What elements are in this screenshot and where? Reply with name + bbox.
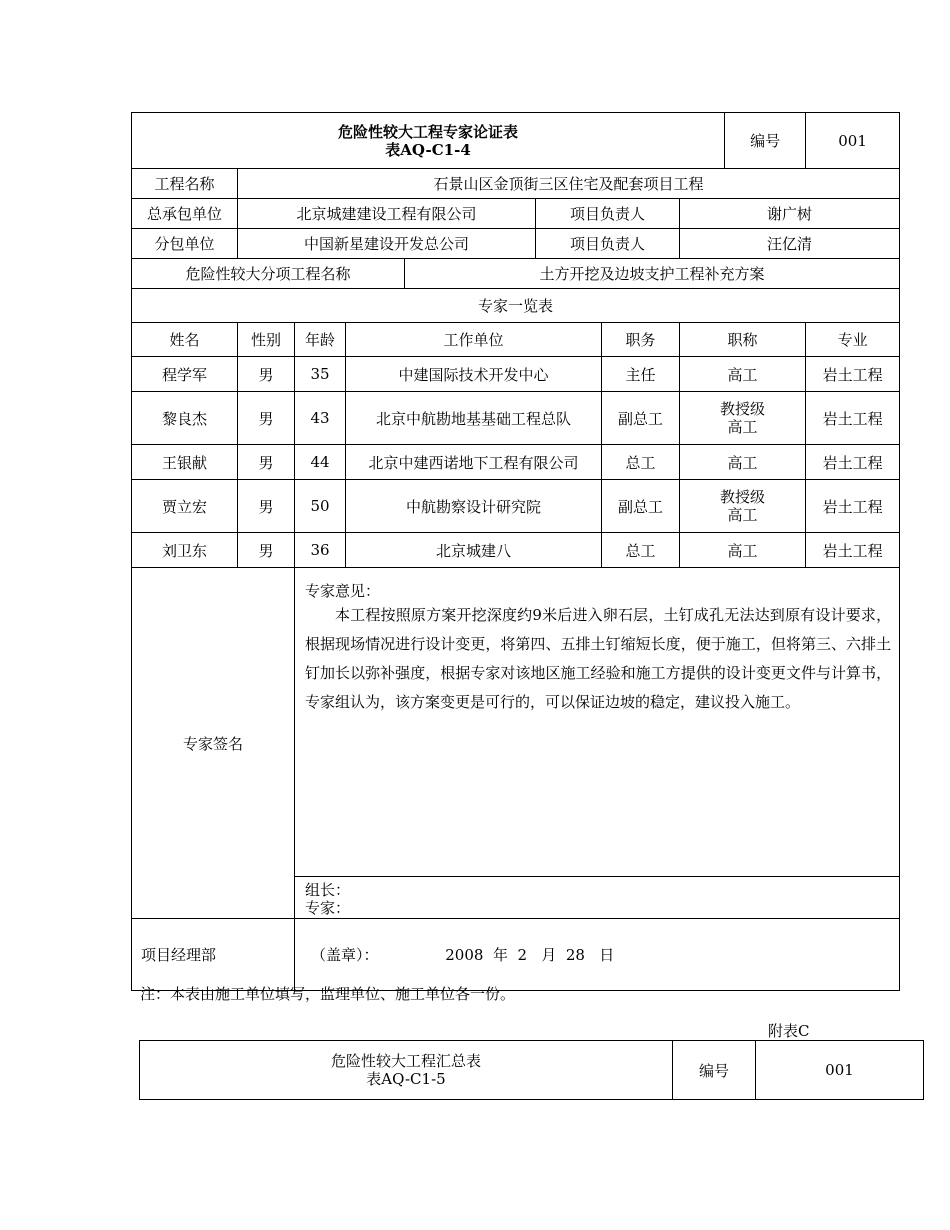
expert-position: 总工 — [602, 533, 680, 568]
header-position: 职务 — [602, 323, 680, 357]
contractor-manager-value: 谢广树 — [680, 199, 900, 229]
subcontractor-value: 中国新星建设开发总公司 — [238, 229, 536, 259]
expert-unit: 北京城建八 — [346, 533, 602, 568]
expert-name: 王银献 — [132, 445, 238, 480]
expert-gender: 男 — [238, 480, 295, 533]
expert-major: 岩土工程 — [806, 480, 900, 533]
project-name-label: 工程名称 — [132, 169, 238, 199]
expert-position: 主任 — [602, 357, 680, 392]
summary-table — [139, 1040, 924, 1100]
form-title-cell — [132, 113, 725, 169]
expert-signature-label: 专家签名 — [132, 568, 295, 919]
number-label: 编号 — [725, 113, 806, 169]
expert-gender: 男 — [238, 357, 295, 392]
expert-position: 总工 — [602, 445, 680, 480]
experts-label: 专家： — [305, 899, 351, 917]
form-title: 危险性较大工程专家论证表 — [338, 122, 519, 141]
expert-review-form — [131, 112, 900, 991]
header-gender: 性别 — [238, 323, 295, 357]
expert-name: 贾立宏 — [132, 480, 238, 533]
subcontractor-manager-label: 项目负责人 — [536, 229, 680, 259]
expert-title — [680, 480, 806, 533]
header-unit: 工作单位 — [346, 323, 602, 357]
appendix-label: 附表C — [768, 1022, 810, 1040]
header-name: 姓名 — [132, 323, 238, 357]
summary-title-cell — [140, 1041, 673, 1100]
expert-name: 刘卫东 — [132, 533, 238, 568]
header-major: 专业 — [806, 323, 900, 357]
subproject-value: 土方开挖及边坡支护工程补充方案 — [405, 259, 900, 289]
expert-unit: 北京中航勘地基基础工程总队 — [346, 392, 602, 445]
expert-opinion-cell — [295, 568, 900, 877]
number-value: 001 — [806, 113, 900, 169]
contractor-manager-label: 项目负责人 — [536, 199, 680, 229]
expert-age: 50 — [295, 480, 346, 533]
expert-opinion-text: 本工程按照原方案开挖深度约9米后进入卵石层，土钉成孔无法达到原有设计要求，根据现场情况进行设计变更，将第四、五排土钉缩短长度，便于施工，但将第三、六排土钉加长以弥补强度，根据专家对该地区施工经验和施工方提供的设计变更文件与计算书，专家组认为，该方案变更是可行的，可以保证边坡的稳定，建议投入施工。 — [305, 606, 892, 711]
expert-list-title: 专家一览表 — [132, 289, 900, 323]
expert-title-line2: 高工 — [727, 418, 758, 436]
expert-age: 35 — [295, 357, 346, 392]
expert-title: 高工 — [680, 445, 806, 480]
expert-position: 副总工 — [602, 480, 680, 533]
expert-row — [132, 357, 900, 392]
contractor-label: 总承包单位 — [132, 199, 238, 229]
expert-major: 岩土工程 — [806, 445, 900, 480]
expert-gender: 男 — [238, 445, 295, 480]
expert-row — [132, 533, 900, 568]
expert-title — [680, 392, 806, 445]
project-manager-stamp-date: （盖章）： 2008 年 2 月 28 日 — [295, 919, 900, 991]
contractor-value: 北京城建建设工程有限公司 — [238, 199, 536, 229]
expert-name: 程学军 — [132, 357, 238, 392]
expert-title-line1: 教授级 — [720, 400, 766, 418]
subproject-label: 危险性较大分项工程名称 — [132, 259, 405, 289]
project-name-value: 石景山区金顶街三区住宅及配套项目工程 — [238, 169, 900, 199]
expert-opinion-heading: 专家意见： — [305, 582, 381, 600]
expert-age: 43 — [295, 392, 346, 445]
expert-gender: 男 — [238, 392, 295, 445]
expert-title-line2: 高工 — [727, 506, 758, 524]
expert-unit: 中航勘察设计研究院 — [346, 480, 602, 533]
header-title: 职称 — [680, 323, 806, 357]
expert-major: 岩土工程 — [806, 392, 900, 445]
expert-age: 36 — [295, 533, 346, 568]
expert-name: 黎良杰 — [132, 392, 238, 445]
expert-major: 岩土工程 — [806, 357, 900, 392]
summary-code: 表AQ-C1-5 — [366, 1070, 446, 1088]
expert-gender: 男 — [238, 533, 295, 568]
subcontractor-manager-value: 汪亿清 — [680, 229, 900, 259]
expert-unit: 中建国际技术开发中心 — [346, 357, 602, 392]
project-manager-label: 项目经理部 — [132, 919, 295, 991]
summary-number-label: 编号 — [673, 1041, 756, 1100]
summary-number-value: 001 — [756, 1041, 924, 1100]
expert-age: 44 — [295, 445, 346, 480]
expert-title: 高工 — [680, 533, 806, 568]
form-note: 注：本表由施工单位填写，监理单位、施工单位各一份。 — [140, 985, 516, 1003]
subcontractor-label: 分包单位 — [132, 229, 238, 259]
form-code: 表AQ-C1-4 — [385, 140, 471, 159]
header-age: 年龄 — [295, 323, 346, 357]
summary-title: 危险性较大工程汇总表 — [330, 1052, 481, 1070]
expert-row — [132, 445, 900, 480]
expert-title: 高工 — [680, 357, 806, 392]
expert-unit: 北京中建西诺地下工程有限公司 — [346, 445, 602, 480]
expert-major: 岩土工程 — [806, 533, 900, 568]
expert-title-line1: 教授级 — [720, 488, 766, 506]
expert-position: 副总工 — [602, 392, 680, 445]
signature-cell — [295, 877, 900, 919]
group-leader-label: 组长： — [305, 881, 351, 899]
expert-row — [132, 392, 900, 445]
expert-row — [132, 480, 900, 533]
